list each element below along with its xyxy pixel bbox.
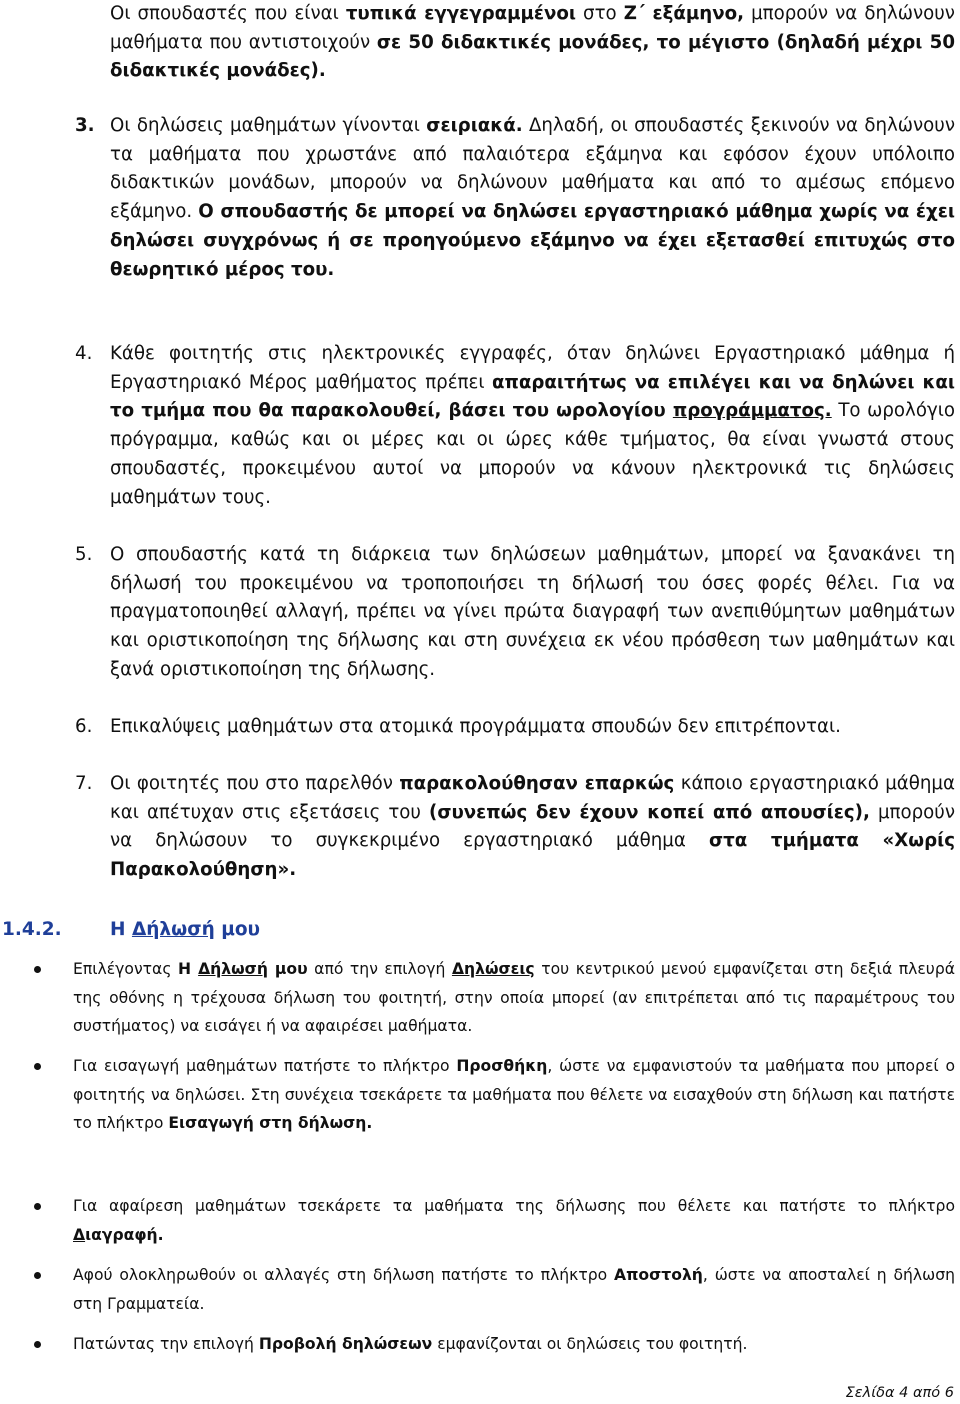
text-run: Αφού ολοκληρωθούν οι αλλαγές στη δήλωση πατήστε το πλήκτρο bbox=[73, 1266, 615, 1284]
bold-run: Εισαγωγή στη δήλωση. bbox=[168, 1114, 373, 1132]
text-run: Οι σπουδαστές που είναι bbox=[110, 3, 346, 24]
text-run: Οι δηλώσεις μαθημάτων γίνονται bbox=[110, 115, 427, 136]
section-title bbox=[110, 916, 260, 944]
list-item-3 bbox=[110, 112, 955, 284]
list-item-5 bbox=[110, 541, 955, 685]
text-run: μπορούν να δηλώσουν το συγκεκριμένο εργαστηριακό μάθημα bbox=[110, 801, 955, 852]
text-run: κάποιο εργαστηριακό μάθημα και απέτυχαν στις εξετάσεις του bbox=[110, 773, 955, 823]
text-run: Πατώντας την επιλογή bbox=[73, 1335, 259, 1353]
bold-run: μου bbox=[267, 960, 308, 978]
text-run: , ώστε να εμφανιστούν τα μαθήματα που μπορεί ο φοιτητής να δηλώσει. Στη συνέχεια τσεκάρετε τα μαθήματα που θέλετε να εισαχθούν στη δήλωση και πατήστε το πλήκτρο bbox=[73, 1057, 955, 1132]
section-title-suffix: μου bbox=[214, 919, 261, 940]
list-number-5: 5. bbox=[75, 544, 93, 565]
text-run: μπορούν να δηλώνουν μαθήματα που αντιστοιχούν bbox=[110, 3, 955, 53]
list-item-6 bbox=[110, 713, 955, 742]
bold-run: ιαγραφή. bbox=[85, 1225, 164, 1244]
bold-run: (συνεπώς δεν έχουν κοπεί από απουσίες), bbox=[429, 801, 870, 823]
list-number-4: 4. bbox=[75, 343, 93, 364]
bullet-icon bbox=[34, 1203, 41, 1210]
section-title-underlined: Δήλωσή bbox=[131, 919, 215, 940]
bullet-item-1 bbox=[73, 955, 955, 1041]
bold-run: Ο σπουδαστής δε μπορεί να δηλώσει εργαστηριακό μάθημα χωρίς να έχει δηλώσει συγχρόνως ή σε προηγούμενο εξάμηνο να έχει εξετασθεί επιτυχώς στο θεωρητικό μέρος του. bbox=[110, 201, 955, 280]
bullet-item-3 bbox=[73, 1192, 955, 1249]
bullet-icon bbox=[34, 966, 41, 973]
page-footer: Σελίδα 4 από 6 bbox=[845, 1385, 954, 1401]
text-run: Για εισαγωγή μαθημάτων πατήστε το πλήκτρο bbox=[73, 1057, 457, 1075]
bold-run: απαραιτήτως να επιλέγει και να δηλώνει και το τμήμα που θα παρακολουθεί, βάσει του ωρολογίου bbox=[110, 371, 956, 422]
list-number-7: 7. bbox=[75, 773, 93, 794]
bold-run: σειριακά. bbox=[426, 115, 523, 136]
text-run: Επιλέγοντας bbox=[73, 960, 179, 978]
text-run: , ώστε να αποσταλεί η δήλωση στη Γραμματεία. bbox=[73, 1266, 955, 1313]
text-run: Οι φοιτητές που στο παρελθόν bbox=[110, 773, 400, 794]
list-item-2-continuation bbox=[110, 0, 955, 86]
bullet-item-2 bbox=[73, 1052, 955, 1138]
bold-run: στα τμήματα «Χωρίς Παρακολούθηση». bbox=[110, 830, 955, 881]
section-number: 1.4.2. bbox=[2, 919, 62, 940]
text-run: Δηλαδή, οι σπουδαστές ξεκινούν να δηλώνουν τα μαθήματα που χρωστάνε από παλαιότερα εξάμηνα και εφόσον έχουν υπόλοιπο διδακτικών μονάδων, μπορούν να δηλώνουν μαθήματα και από το αμέσως επόμενο εξάμηνο. bbox=[110, 115, 955, 223]
bold-underlined-run: Δ bbox=[73, 1225, 86, 1244]
text-run: από την επιλογή bbox=[307, 960, 452, 978]
text-run: Για αφαίρεση μαθημάτων τσεκάρετε τα μαθήματα της δήλωσης που θέλετε και πατήστε το πλήκτρο bbox=[73, 1197, 955, 1215]
bold-run: Προβολή δηλώσεων bbox=[258, 1335, 433, 1353]
section-title-prefix: Η bbox=[110, 919, 132, 940]
bullet-icon bbox=[34, 1063, 41, 1070]
text-run: στο bbox=[576, 3, 624, 24]
bold-underlined-run: Δήλωσή bbox=[198, 960, 268, 978]
text-run: του κεντρικού μενού εμφανίζεται στη δεξιά πλευρά της οθόνης η τρέχουσα δήλωση του φοιτητή, στην οποία μπορεί (αν επιτρέπεται από τις παραμέτρους του συστήματος) να εισάγει ή να αφαιρέσει μαθήματα. bbox=[73, 960, 955, 1035]
bold-run: τυπικά εγγεγραμμένοι bbox=[345, 3, 576, 24]
list-item-7 bbox=[110, 770, 955, 885]
bold-underlined-run: Δηλώσεις bbox=[451, 960, 535, 978]
bullet-item-5 bbox=[73, 1330, 955, 1359]
bold-run: Προσθήκη bbox=[456, 1057, 548, 1075]
text-run: Ο σπουδαστής κατά τη διάρκεια των δηλώσεων μαθημάτων, μπορεί να ξανακάνει τη δήλωσή του προκειμένου να τροποποιήσει τη δήλωσή του όσες φορές θέλει. Για να πραγματοποιηθεί αλλαγή, πρέπει να γίνει πρώτα διαγραφή των ανεπιθύμητων μαθημάτων και οριστικοποίηση της δήλωσης και στη συνέχεια εκ νέου πρόσθεση των μαθημάτων και ξανά οριστικοποίηση της δήλωσης. bbox=[110, 544, 955, 680]
text-run: Επικαλύψεις μαθημάτων στα ατομικά προγράμματα σπουδών δεν επιτρέπονται. bbox=[110, 716, 841, 737]
list-item-4 bbox=[110, 340, 955, 512]
bullet-item-4 bbox=[73, 1261, 955, 1318]
bold-run: Αποστολή bbox=[614, 1266, 703, 1284]
bold-run: σε 50 διδακτικές μονάδες, το μέγιστο (δηλαδή μέχρι 50 διδακτικές μονάδες). bbox=[110, 31, 955, 82]
bullet-icon bbox=[34, 1272, 41, 1279]
text-run: εμφανίζονται οι δηλώσεις του φοιτητή. bbox=[432, 1335, 748, 1353]
list-number-6: 6. bbox=[75, 716, 93, 737]
bold-run: Ζ΄ εξάμηνο, bbox=[623, 3, 745, 24]
bullet-icon bbox=[34, 1341, 41, 1348]
text-run: Το ωρολόγιο πρόγραμμα, καθώς και οι μέρες και οι ώρες κάθε τμήματος, θα είναι γνωστά στους σπουδαστές, προκειμένου αυτοί να μπορούν να κάνουν ηλεκτρονικά τις δηλώσεις μαθημάτων τους. bbox=[110, 400, 955, 508]
text-run: Κάθε φοιτητής στις ηλεκτρονικές εγγραφές, όταν δηλώνει Εργαστηριακό μάθημα ή Εργαστηριακό Μέρος μαθήματος πρέπει bbox=[110, 343, 955, 393]
list-number-3: 3. bbox=[75, 115, 95, 136]
bold-run: παρακολούθησαν επαρκώς bbox=[399, 773, 675, 794]
bold-run: Η bbox=[178, 960, 199, 978]
bold-underlined-run: προγράμματος. bbox=[672, 400, 832, 422]
